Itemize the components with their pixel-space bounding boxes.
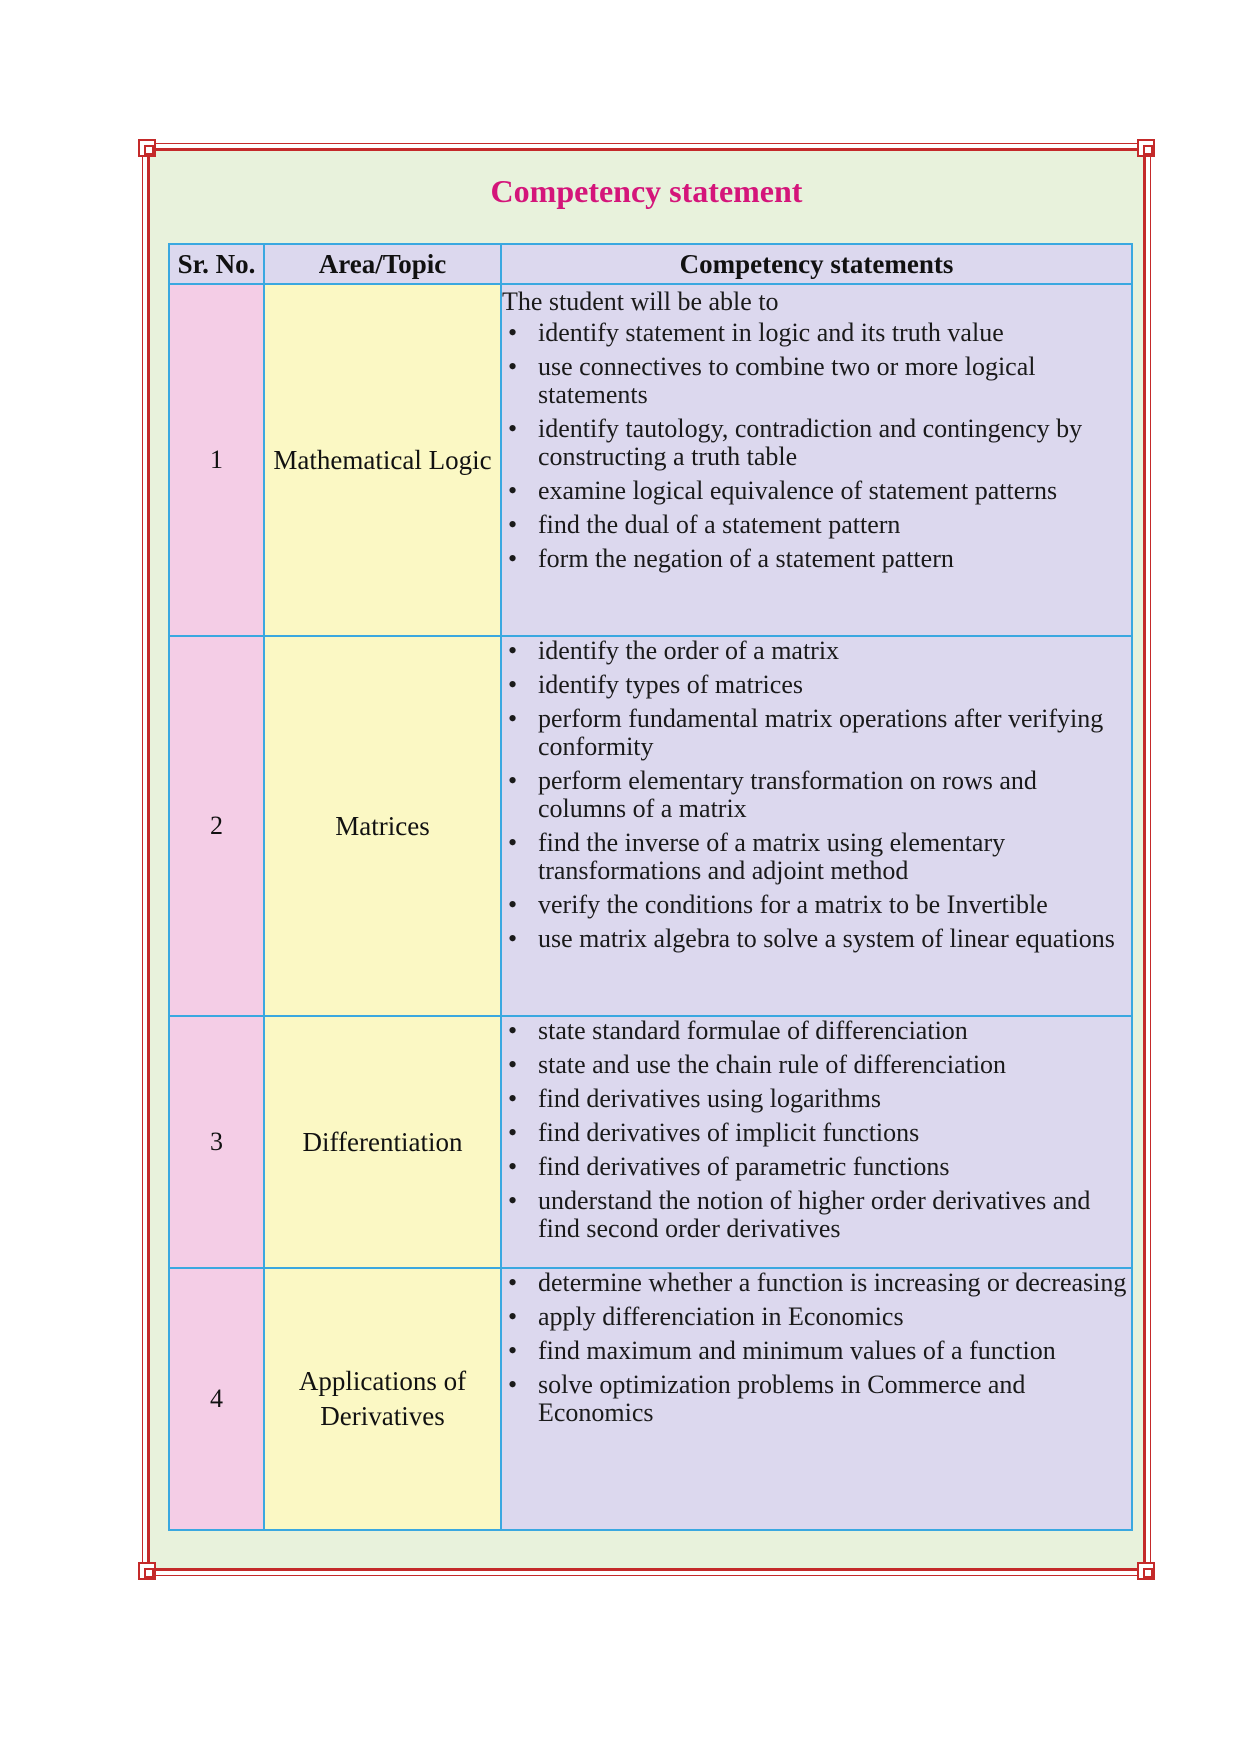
list-item: • find derivatives of parametric functions xyxy=(502,1153,1131,1181)
page-title: Competency statement xyxy=(490,173,803,209)
list-item: • find derivatives using logarithms xyxy=(502,1085,1131,1113)
list-item: • form the negation of a statement pattern xyxy=(502,545,1131,573)
topic-cell: Differentiation xyxy=(264,1016,501,1268)
statements-intro: The student will be able to xyxy=(502,287,779,316)
sr-no-cell: 4 xyxy=(169,1268,264,1530)
corner-ornament xyxy=(138,1562,156,1580)
header-sr-no: Sr. No. xyxy=(169,244,264,284)
list-item: • find maximum and minimum values of a function xyxy=(502,1337,1131,1365)
list-item: • understand the notion of higher order derivatives and find second order derivatives xyxy=(502,1187,1131,1243)
list-item: • examine logical equivalence of statement patterns xyxy=(502,477,1131,505)
header-row xyxy=(169,244,1132,284)
corner-ornament xyxy=(138,139,156,157)
corner-ornament xyxy=(1137,139,1155,157)
header-area-topic: Area/Topic xyxy=(264,244,501,284)
table-row xyxy=(169,284,1132,636)
table-row xyxy=(169,1016,1132,1268)
sr-no-cell: 1 xyxy=(169,284,264,636)
statements-list xyxy=(502,637,1131,953)
list-item: • solve optimization problems in Commerce and Economics xyxy=(502,1371,1131,1427)
header-competency-statements: Competency statements xyxy=(501,244,1132,284)
list-item: • perform fundamental matrix operations after verifying conformity xyxy=(502,705,1131,761)
statements-cell xyxy=(501,284,1132,636)
corner-ornament xyxy=(1137,1562,1155,1580)
list-item: • perform elementary transformation on rows and columns of a matrix xyxy=(502,767,1131,823)
list-item: • find derivatives of implicit functions xyxy=(502,1119,1131,1147)
table-row xyxy=(169,636,1132,1016)
statements-cell xyxy=(501,1268,1132,1530)
competency-frame xyxy=(147,148,1146,1571)
competency-table xyxy=(168,243,1133,1531)
list-item: • identify statement in logic and its truth value xyxy=(502,319,1131,347)
topic-cell: Matrices xyxy=(264,636,501,1016)
list-item: • identify the order of a matrix xyxy=(502,637,1131,665)
sr-no-cell: 3 xyxy=(169,1016,264,1268)
list-item: • state and use the chain rule of differenciation xyxy=(502,1051,1131,1079)
list-item: • apply differenciation in Economics xyxy=(502,1303,1131,1331)
statements-list xyxy=(502,1269,1131,1427)
list-item: • identify types of matrices xyxy=(502,671,1131,699)
statements-list xyxy=(502,319,1131,573)
statements-cell xyxy=(501,636,1132,1016)
list-item: • determine whether a function is increasing or decreasing xyxy=(502,1269,1131,1297)
list-item: • use connectives to combine two or more logical statements xyxy=(502,353,1131,409)
topic-cell: Applications of Derivatives xyxy=(264,1268,501,1530)
list-item: • verify the conditions for a matrix to be Invertible xyxy=(502,891,1131,919)
list-item: • find the inverse of a matrix using elementary transformations and adjoint method xyxy=(502,829,1131,885)
list-item: • use matrix algebra to solve a system of linear equations xyxy=(502,925,1131,953)
statements-cell xyxy=(501,1016,1132,1268)
list-item: • state standard formulae of differenciation xyxy=(502,1017,1131,1045)
sr-no-cell: 2 xyxy=(169,636,264,1016)
topic-cell: Mathematical Logic xyxy=(264,284,501,636)
statements-list xyxy=(502,1017,1131,1243)
list-item: • identify tautology, contradiction and contingency by constructing a truth table xyxy=(502,415,1131,471)
table-row xyxy=(169,1268,1132,1530)
list-item: • find the dual of a statement pattern xyxy=(502,511,1131,539)
